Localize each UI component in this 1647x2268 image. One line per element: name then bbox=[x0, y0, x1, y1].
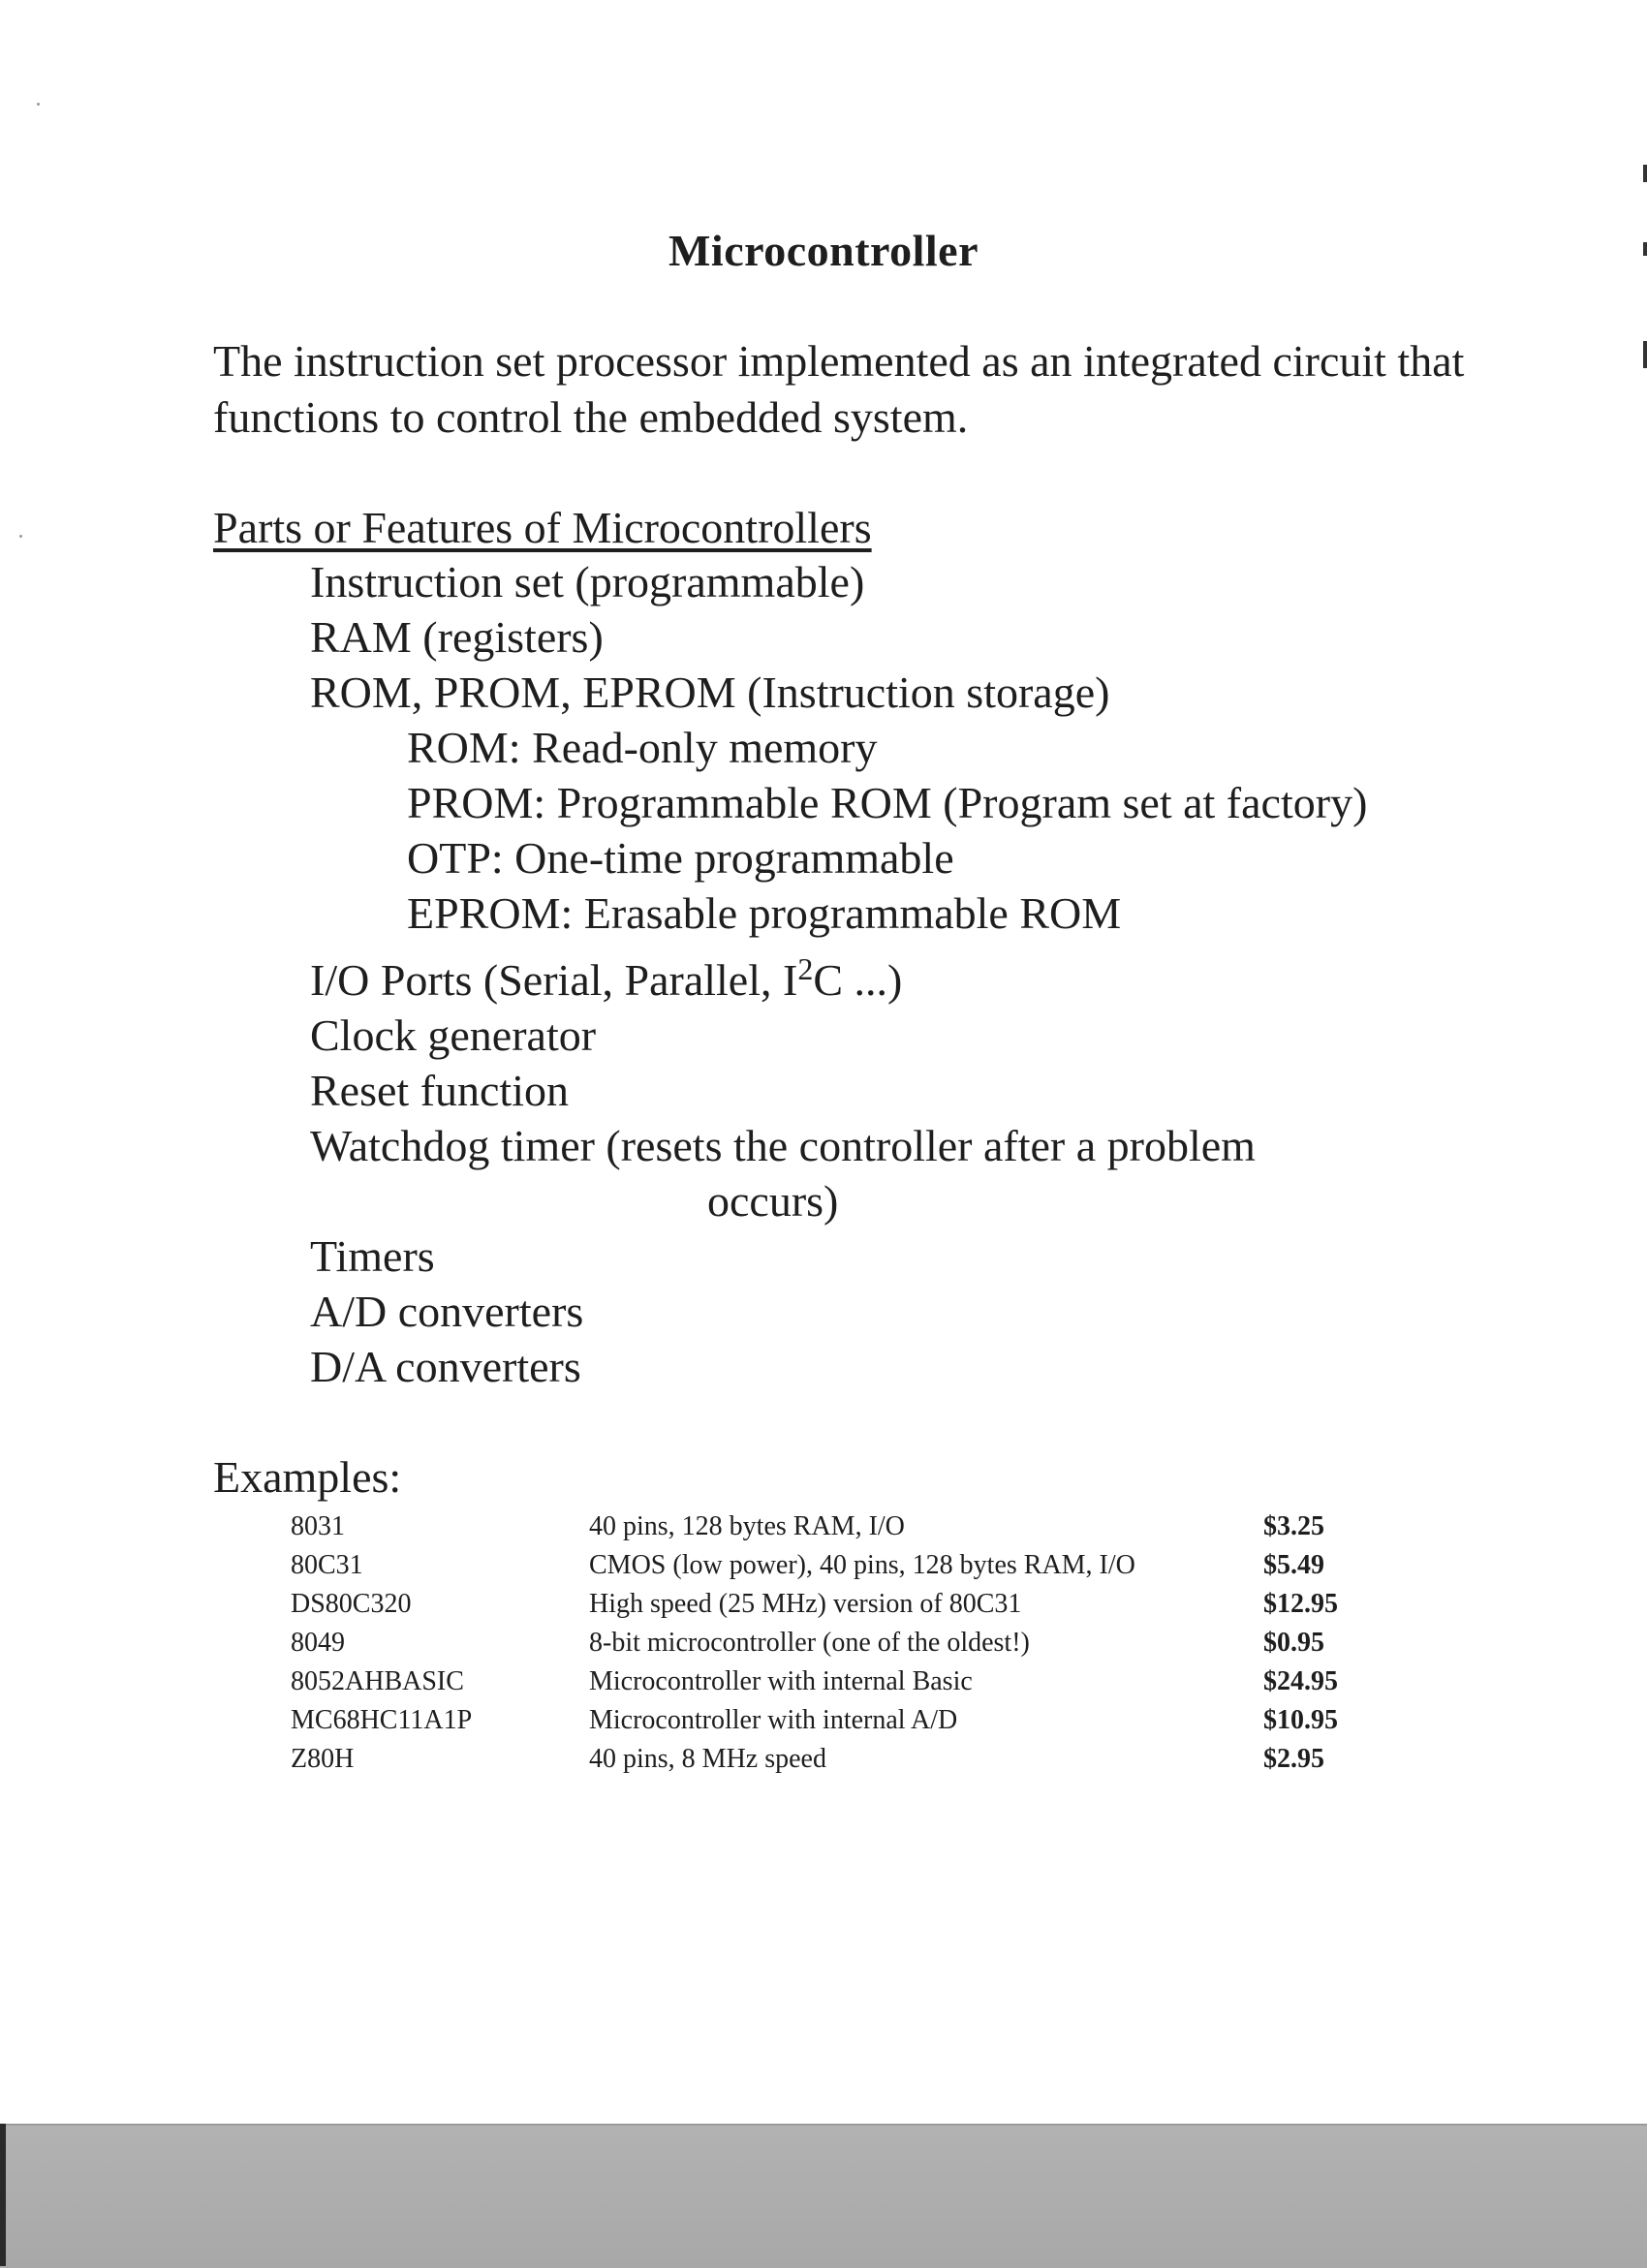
feature-item: Timers bbox=[310, 1231, 435, 1281]
price-cell: $5.49 bbox=[1263, 1550, 1324, 1580]
table-row bbox=[291, 1507, 1370, 1546]
model-cell: DS80C320 bbox=[291, 1589, 412, 1619]
examples-heading: Examples: bbox=[213, 1452, 402, 1502]
feature-item: D/A converters bbox=[310, 1342, 581, 1391]
model-cell: 8049 bbox=[291, 1628, 345, 1658]
scan-edge-mark bbox=[0, 2124, 6, 2266]
feature-subitem: ROM: Read-only memory bbox=[407, 723, 878, 772]
scan-edge-mark bbox=[1643, 165, 1647, 182]
description-cell: High speed (25 MHz) version of 80C31 bbox=[589, 1589, 1022, 1619]
model-cell: MC68HC11A1P bbox=[291, 1705, 473, 1735]
model-cell: 8031 bbox=[291, 1511, 345, 1541]
feature-continuation: occurs) bbox=[707, 1176, 839, 1226]
price-cell: $2.95 bbox=[1263, 1744, 1324, 1774]
feature-item: Watchdog timer (resets the controller after a problem bbox=[310, 1121, 1256, 1170]
model-cell: 80C31 bbox=[291, 1550, 363, 1580]
feature-item: Reset function bbox=[310, 1066, 569, 1115]
feature-subitem: PROM: Programmable ROM (Program set at factory) bbox=[407, 778, 1368, 827]
table-row bbox=[291, 1740, 1370, 1779]
feature-item: Clock generator bbox=[310, 1010, 597, 1060]
feature-item: ROM, PROM, EPROM (Instruction storage) bbox=[310, 668, 1110, 717]
feature-subitem: OTP: One-time programmable bbox=[407, 833, 954, 883]
feature-text: I/O Ports (Serial, Parallel, I bbox=[310, 955, 798, 1005]
price-cell: $12.95 bbox=[1263, 1589, 1338, 1619]
table-row bbox=[291, 1624, 1370, 1662]
scanner-bed-strip bbox=[0, 2124, 1647, 2268]
feature-item: RAM (registers) bbox=[310, 612, 604, 662]
price-cell: $3.25 bbox=[1263, 1511, 1324, 1541]
price-cell: $24.95 bbox=[1263, 1666, 1338, 1696]
feature-item bbox=[0, 952, 1647, 1008]
scan-speck bbox=[37, 103, 40, 106]
model-cell: 8052AHBASIC bbox=[291, 1666, 464, 1696]
features-list bbox=[0, 554, 1647, 1394]
price-cell: $10.95 bbox=[1263, 1705, 1338, 1735]
scan-edge-mark bbox=[1643, 341, 1647, 368]
description-cell: 40 pins, 8 MHz speed bbox=[589, 1744, 826, 1774]
parts-heading: Parts or Features of Microcontrollers bbox=[213, 503, 872, 552]
feature-text: C ...) bbox=[813, 955, 903, 1005]
table-row bbox=[291, 1701, 1370, 1740]
superscript: 2 bbox=[797, 951, 814, 986]
examples-table bbox=[291, 1507, 1370, 1779]
intro-paragraph: The instruction set processor implemented as an integrated circuit that functions to control the embedded system. bbox=[213, 336, 1465, 442]
table-row bbox=[291, 1585, 1370, 1624]
model-cell: Z80H bbox=[291, 1744, 355, 1774]
table-row bbox=[291, 1546, 1370, 1585]
price-cell: $0.95 bbox=[1263, 1628, 1324, 1658]
scan-speck bbox=[19, 535, 22, 538]
description-cell: 40 pins, 128 bytes RAM, I/O bbox=[589, 1511, 905, 1541]
page-title: Microcontroller bbox=[668, 226, 979, 275]
description-cell: Microcontroller with internal A/D bbox=[589, 1705, 958, 1735]
description-cell: CMOS (low power), 40 pins, 128 bytes RAM, I/O bbox=[589, 1550, 1135, 1580]
feature-subitem: EPROM: Erasable programmable ROM bbox=[407, 888, 1122, 938]
feature-item: A/D converters bbox=[310, 1287, 584, 1336]
description-cell: 8-bit microcontroller (one of the oldest!) bbox=[589, 1628, 1030, 1658]
table-row bbox=[291, 1662, 1370, 1701]
description-cell: Microcontroller with internal Basic bbox=[589, 1666, 973, 1696]
feature-item: Instruction set (programmable) bbox=[310, 557, 865, 606]
